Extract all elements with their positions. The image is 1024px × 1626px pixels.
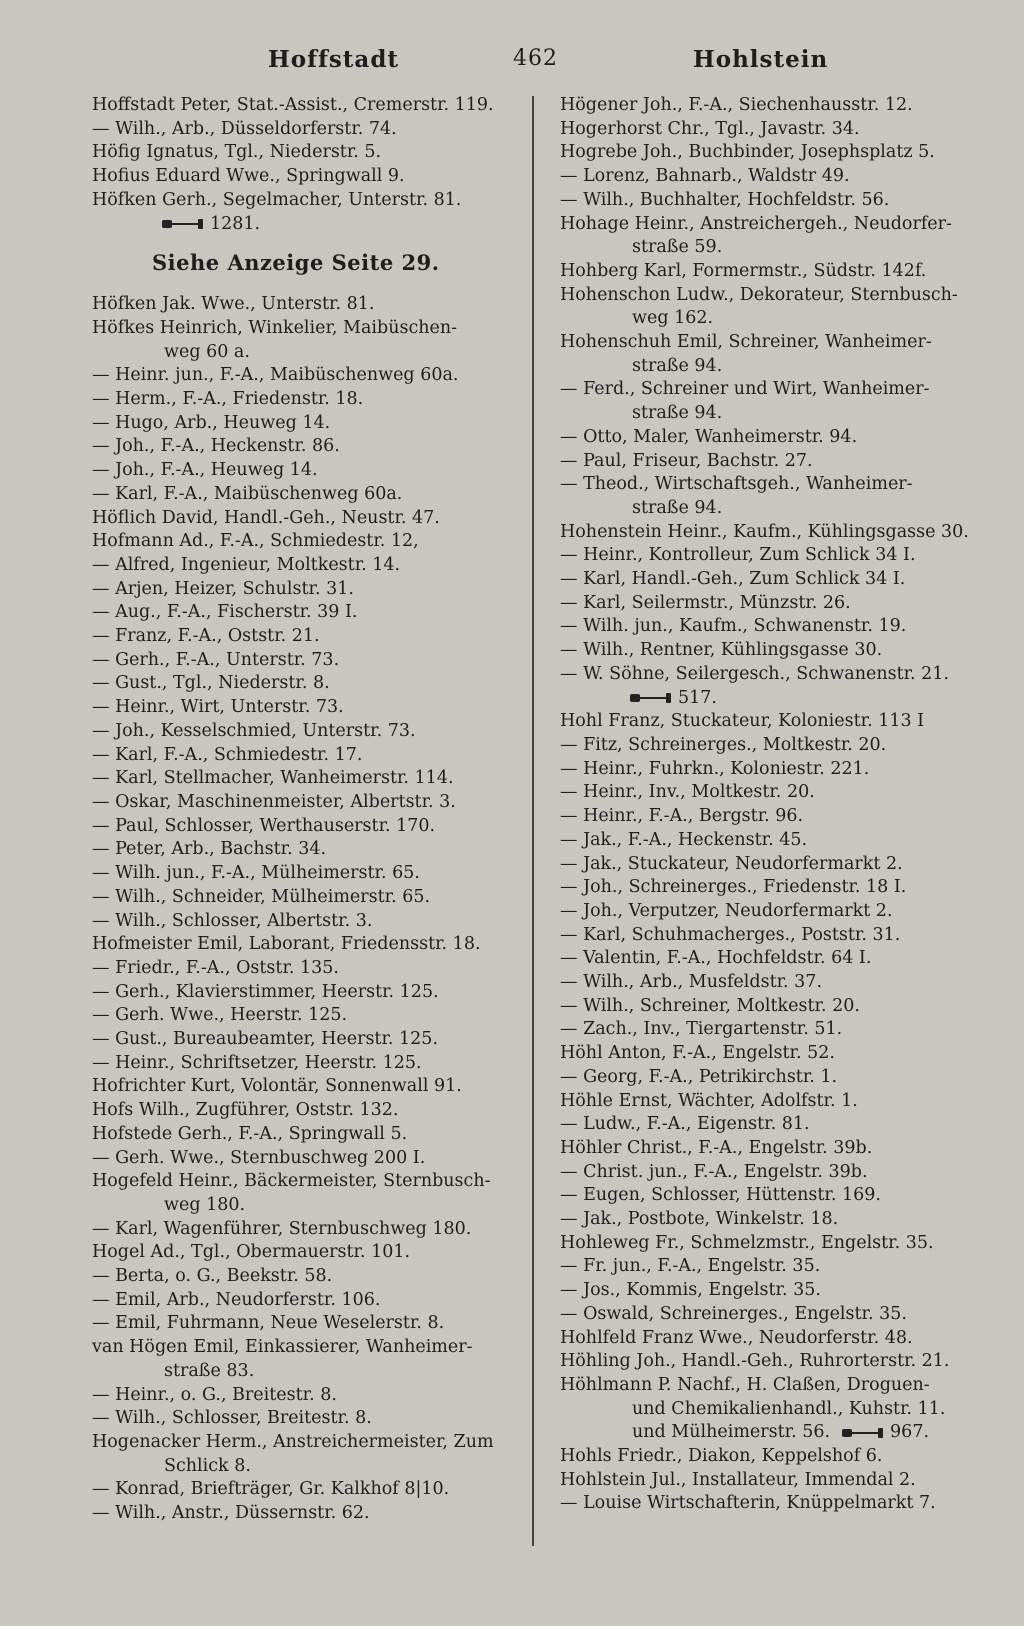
directory-entry [92,672,510,696]
entry-text: Hogerhorst Chr., Tgl., Javastr. 34. [560,118,860,139]
entry-text: — Herm., F.-A., Friedenstr. 18. [92,389,364,410]
directory-entry [560,592,980,616]
entry-text: — Wilh., Rentner, Kühlingsgasse 30. [560,640,883,661]
entry-text: — Gerh. Wwe., Heerstr. 125. [92,1005,348,1026]
directory-entry [560,568,980,592]
entry-text: — Wilh., Schreiner, Moltkestr. 20. [560,995,860,1016]
entry-text: — Joh., Verputzer, Neudorfermarkt 2. [560,900,893,921]
directory-entry [560,710,980,734]
directory-entry [560,1232,980,1256]
entry-text: — Friedr., F.-A., Oststr. 135. [92,957,339,978]
entry-text: — Louise Wirtschafterin, Knüppelmarkt 7. [560,1493,936,1514]
entry-text: — Eugen, Schlosser, Hüttenstr. 169. [560,1185,881,1206]
running-head-left: Hoffstadt [268,46,400,73]
directory-entry [560,758,980,782]
directory-entry [560,355,980,379]
directory-entry [560,687,980,711]
entry-text: — Heinr., Kontrolleur, Zum Schlick 34 I. [560,545,916,566]
entry-text: — Zach., Inv., Tiergartenstr. 51. [560,1019,843,1040]
directory-entry [92,1502,510,1526]
directory-entry [560,165,980,189]
entry-text: — Aug., F.-A., Fischerstr. 39 I. [92,602,358,623]
entry-text: Hohl Franz, Stuckateur, Koloniestr. 113 I [560,711,925,732]
directory-entry [92,862,510,886]
entry-text: — Karl, Stellmacher, Wanheimerstr. 114. [92,768,454,789]
directory-entry [560,615,980,639]
directory-entry [560,1303,980,1327]
telephone-icon [630,688,678,708]
directory-entry [560,402,980,426]
directory-entry [560,829,980,853]
directory-entry [92,720,510,744]
entry-text: — Christ. jun., F.-A., Engelstr. 39b. [560,1161,868,1182]
entry-text: — Wilh., Schlosser, Albertstr. 3. [92,910,373,931]
entry-text: — Heinr. jun., F.-A., Maibüschenweg 60a. [92,365,459,386]
entry-text: weg 60 a. [164,341,250,362]
directory-entry [560,900,980,924]
entry-text: Höfkes Heinrich, Winkelier, Maibüschen- [92,317,458,338]
directory-entry [560,971,980,995]
directory-entry [92,625,510,649]
entry-text: — Gerh. Wwe., Sternbuschweg 200 I. [92,1147,426,1168]
entry-text: — Karl, Seilermstr., Münzstr. 26. [560,592,851,613]
entry-text: Hogrebe Joh., Buchbinder, Josephsplatz 5. [560,142,935,163]
entry-text: Höhlmann P. Nachf., H. Claßen, Droguen- [560,1374,930,1395]
directory-entry [92,910,510,934]
directory-entry [92,483,510,507]
left-column [92,94,510,1526]
entry-text: — Karl, F.-A., Schmiedestr. 17. [92,744,363,765]
entry-text: straße 59. [632,237,723,258]
entry-text: Höfken Jak. Wwe., Unterstr. 81. [92,294,375,315]
directory-entry [92,459,510,483]
directory-entry [92,767,510,791]
telephone-number: 967. [890,1422,930,1443]
entry-text: — Fitz, Schreinerges., Moltkestr. 20. [560,734,887,755]
directory-entry [560,1327,980,1351]
entry-text: — Joh., Kesselschmied, Unterstr. 73. [92,720,416,741]
entry-text: — Lorenz, Bahnarb., Waldstr 49. [560,166,850,187]
entry-text: Hohleweg Fr., Schmelzmstr., Engelstr. 35. [560,1232,934,1253]
entry-text: — Otto, Maler, Wanheimerstr. 94. [560,426,858,447]
entry-text: — Oskar, Maschinenmeister, Albertstr. 3. [92,791,456,812]
directory-entry [560,118,980,142]
entry-text: Hohenstein Heinr., Kaufm., Kühlingsgasse 30. [560,521,969,542]
entry-text: — Karl, Wagenführer, Sternbuschweg 180. [92,1218,472,1239]
entry-text: — Gust., Tgl., Niederstr. 8. [92,673,330,694]
directory-entry [560,947,980,971]
directory-entry [92,1075,510,1099]
directory-entry [92,1147,510,1171]
directory-entry [560,378,980,402]
entry-text: — Paul, Friseur, Bachstr. 27. [560,450,813,471]
entry-text: — Valentin, F.-A., Hochfeldstr. 64 I. [560,948,872,969]
directory-entry [560,1374,980,1398]
directory-entry [92,1407,510,1431]
entry-text: Hofius Eduard Wwe., Springwall 9. [92,166,405,187]
entry-text: Hofstede Gerh., F.-A., Springwall 5. [92,1123,408,1144]
directory-entry [92,1312,510,1336]
directory-entry [92,696,510,720]
entry-text: — Theod., Wirtschaftsgeh., Wanheimer- [560,474,913,495]
directory-entry [92,578,510,602]
entry-text: Schlick 8. [164,1455,251,1476]
directory-entry [92,933,510,957]
directory-entry [560,189,980,213]
entry-text: — Joh., Schreinerges., Friedenstr. 18 I. [560,877,907,898]
directory-entry [560,853,980,877]
directory-entry [92,1455,510,1479]
directory-entry [92,1123,510,1147]
entry-text: — Ferd., Schreiner und Wirt, Wanheimer- [560,379,930,400]
entry-text: — Karl, Schuhmacherges., Poststr. 31. [560,924,901,945]
entry-text: weg 180. [164,1194,246,1215]
directory-entry [560,876,980,900]
entry-text: — Alfred, Ingenieur, Moltkestr. 14. [92,554,401,575]
entry-text: Hohenschon Ludw., Dekorateur, Sternbusch- [560,284,958,305]
directory-entry [92,1431,510,1455]
entry-text: Höhling Joh., Handl.-Geh., Ruhrorterstr. 21. [560,1351,950,1372]
entry-text: — Berta, o. G., Beekstr. 58. [92,1266,333,1287]
running-head-right: Hohlstein [693,46,829,73]
entry-text: Hoffstadt Peter, Stat.-Assist., Cremerstr. 119. [92,95,494,115]
page-number: 462 [513,46,558,71]
directory-entry [92,791,510,815]
entry-text: — Heinr., F.-A., Bergstr. 96. [560,806,804,827]
entry-text: — Wilh., Arb., Musfeldstr. 37. [560,972,823,993]
directory-entry [92,1004,510,1028]
directory-entry [92,1289,510,1313]
entry-text: straße 94. [632,403,723,424]
directory-entry [560,805,980,829]
directory-entry [92,317,510,341]
directory-entry [560,663,980,687]
entry-text: — Jak., F.-A., Heckenstr. 45. [560,829,808,850]
entry-text: Hohls Friedr., Diakon, Keppelshof 6. [560,1446,883,1467]
directory-entry [560,284,980,308]
directory-entry [92,118,510,142]
entry-text: Hofmeister Emil, Laborant, Friedensstr. 18. [92,934,481,955]
directory-entry [92,838,510,862]
entry-text: — Wilh., Buchhalter, Hochfeldstr. 56. [560,189,890,210]
telephone-icon [842,1422,890,1442]
entry-text: — Hugo, Arb., Heuweg 14. [92,412,331,433]
directory-entry [560,213,980,237]
entry-text: — Heinr., Inv., Moltkestr. 20. [560,782,815,803]
directory-entry [92,165,510,189]
entry-text: — Emil, Fuhrmann, Neue Weselerstr. 8. [92,1313,445,1334]
directory-entry [560,426,980,450]
directory-entry [92,1099,510,1123]
entry-text: — Jos., Kommis, Engelstr. 35. [560,1280,821,1301]
directory-entry [92,435,510,459]
entry-text: — Joh., F.-A., Heckenstr. 86. [92,436,340,457]
directory-entry [92,412,510,436]
directory-entry [92,1218,510,1242]
right-column [560,94,980,1516]
directory-entry [92,1241,510,1265]
directory-entry [92,815,510,839]
directory-entry [560,924,980,948]
directory-entry [92,507,510,531]
directory-entry [560,1421,980,1445]
directory-entry [92,1336,510,1360]
entry-text: — Joh., F.-A., Heuweg 14. [92,460,318,481]
directory-entry [92,141,510,165]
directory-entry [560,1184,980,1208]
entry-text: — Heinr., Schriftsetzer, Heerstr. 125. [92,1052,422,1073]
directory-entry [92,601,510,625]
directory-entry [560,331,980,355]
directory-entry [92,341,510,365]
entry-text: — Heinr., o. G., Breitestr. 8. [92,1384,337,1405]
entry-text: Högener Joh., F.-A., Siechenhausstr. 12. [560,95,913,115]
entry-text: — Arjen, Heizer, Schulstr. 31. [92,578,354,599]
directory-entry [92,886,510,910]
telephone-number: 517. [678,687,717,708]
telephone-icon [162,214,210,234]
directory-entry [92,388,510,412]
directory-entry [92,1384,510,1408]
entry-text: Hohage Heinr., Anstreichergeh., Neudorfer- [560,213,952,234]
entry-text: und Chemikalienhandl., Kuhstr. 11. [632,1398,946,1419]
directory-entry [92,189,510,213]
entry-text: straße 94. [632,497,723,518]
entry-text: Hofs Wilh., Zugführer, Oststr. 132. [92,1100,399,1121]
advertisement-notice: Siehe Anzeige Seite 29. [152,250,440,276]
entry-text: — Gust., Bureaubeamter, Heerstr. 125. [92,1029,439,1050]
directory-entry [560,1090,980,1114]
entry-text: — Jak., Stuckateur, Neudorfermarkt 2. [560,853,903,874]
directory-entry [560,544,980,568]
directory-entry [560,307,980,331]
entry-text: — Peter, Arb., Bachstr. 34. [92,839,327,860]
directory-entry [560,1279,980,1303]
directory-entry [92,1478,510,1502]
entry-text: straße 83. [164,1360,255,1381]
entry-text: — Jak., Postbote, Winkelstr. 18. [560,1209,839,1230]
directory-entry [560,734,980,758]
directory-entry [92,530,510,554]
column-divider [532,96,534,1546]
entry-text: Höhl Anton, F.-A., Engelstr. 52. [560,1043,835,1064]
directory-entry [92,744,510,768]
entry-text: — Karl, Handl.-Geh., Zum Schlick 34 I. [560,569,906,590]
directory-entry [92,957,510,981]
entry-text: van Högen Emil, Einkassierer, Wanheimer- [92,1337,473,1358]
directory-entry [92,364,510,388]
directory-entry [560,1469,980,1493]
directory-entry [560,995,980,1019]
directory-entry [92,1265,510,1289]
entry-text: — Heinr., Wirt, Unterstr. 73. [92,697,344,718]
entry-text: Höfig Ignatus, Tgl., Niederstr. 5. [92,142,382,163]
entry-text: — Georg, F.-A., Petrikirchstr. 1. [560,1066,838,1087]
entry-text: — Fr. jun., F.-A., Engelstr. 35. [560,1256,821,1277]
directory-entry [560,450,980,474]
directory-entry [560,473,980,497]
entry-text: Höhler Christ., F.-A., Engelstr. 39b. [560,1137,873,1158]
directory-entry [560,639,980,663]
entry-text: — Heinr., Fuhrkn., Koloniestr. 221. [560,758,870,779]
directory-entry [560,1018,980,1042]
directory-entry [560,1350,980,1374]
directory-entry [92,554,510,578]
entry-text: — Oswald, Schreinerges., Engelstr. 35. [560,1303,907,1324]
entry-text: — Ludw., F.-A., Eigenstr. 81. [560,1114,810,1135]
entry-text: — Paul, Schlosser, Werthauserstr. 170. [92,815,436,836]
telephone-number: 1281. [210,213,261,234]
directory-entry [560,236,980,260]
directory-entry [560,1161,980,1185]
directory-entry [560,1398,980,1422]
entry-text: Hohlstein Jul., Installateur, Immendal 2. [560,1469,916,1490]
entry-text: und Mülheimerstr. 56. [632,1422,831,1443]
directory-entry [92,1028,510,1052]
entry-text: — Wilh. jun., F.-A., Mülheimerstr. 65. [92,863,420,884]
entry-text: Höhle Ernst, Wächter, Adolfstr. 1. [560,1090,858,1111]
directory-entry [92,94,510,118]
entry-text: Hohenschuh Emil, Schreiner, Wanheimer- [560,332,932,353]
directory-entry [560,1255,980,1279]
entry-text: — Wilh., Anstr., Düssernstr. 62. [92,1503,370,1524]
directory-entry [560,260,980,284]
directory-entry [560,1066,980,1090]
directory-entry [560,1042,980,1066]
entry-text: — Wilh., Schneider, Mülheimerstr. 65. [92,886,431,907]
entry-text: — Emil, Arb., Neudorferstr. 106. [92,1289,381,1310]
entry-text: — Karl, F.-A., Maibüschenweg 60a. [92,483,403,504]
entry-text: Hohberg Karl, Formermstr., Südstr. 142f. [560,260,927,281]
directory-entry [560,94,980,118]
directory-entry [560,781,980,805]
directory-entry [92,1170,510,1194]
entry-text: Hogel Ad., Tgl., Obermauerstr. 101. [92,1242,411,1263]
entry-text: Höflich David, Handl.-Geh., Neustr. 47. [92,507,440,528]
directory-entry [560,1492,980,1516]
directory-entry [560,1137,980,1161]
entry-text: Hohlfeld Franz Wwe., Neudorferstr. 48. [560,1327,913,1348]
entry-text: — Franz, F.-A., Oststr. 21. [92,626,320,647]
directory-entry [92,649,510,673]
directory-entry [92,1194,510,1218]
directory-entry [560,521,980,545]
entry-text: — Gerh., Klavierstimmer, Heerstr. 125. [92,981,439,1002]
entry-text: — W. Söhne, Seilergesch., Schwanenstr. 21. [560,663,950,684]
directory-entry [560,1113,980,1137]
entry-text: — Wilh. jun., Kaufm., Schwanenstr. 19. [560,616,907,637]
entry-text: Hogenacker Herm., Anstreichermeister, Zum [92,1431,494,1452]
entry-text: straße 94. [632,355,723,376]
directory-entry [92,1052,510,1076]
entry-text: Hofrichter Kurt, Volontär, Sonnenwall 91. [92,1076,462,1097]
entry-text: — Wilh., Arb., Düsseldorferstr. 74. [92,118,397,139]
directory-entry [92,1360,510,1384]
directory-entry [560,497,980,521]
entry-text: Hogefeld Heinr., Bäckermeister, Sternbusch- [92,1171,491,1192]
entry-text: — Konrad, Briefträger, Gr. Kalkhof 8|10. [92,1479,450,1500]
directory-entry [560,1208,980,1232]
entry-text: weg 162. [632,308,714,329]
entry-text: — Wilh., Schlosser, Breitestr. 8. [92,1408,372,1429]
directory-entry [92,213,510,237]
directory-entry [560,141,980,165]
entry-text: Hofmann Ad., F.-A., Schmiedestr. 12, [92,531,419,552]
entry-text: — Gerh., F.-A., Unterstr. 73. [92,649,340,670]
directory-entry [92,981,510,1005]
directory-entry [560,1445,980,1469]
entry-text: Höfken Gerh., Segelmacher, Unterstr. 81. [92,189,462,210]
directory-entry [92,293,510,317]
